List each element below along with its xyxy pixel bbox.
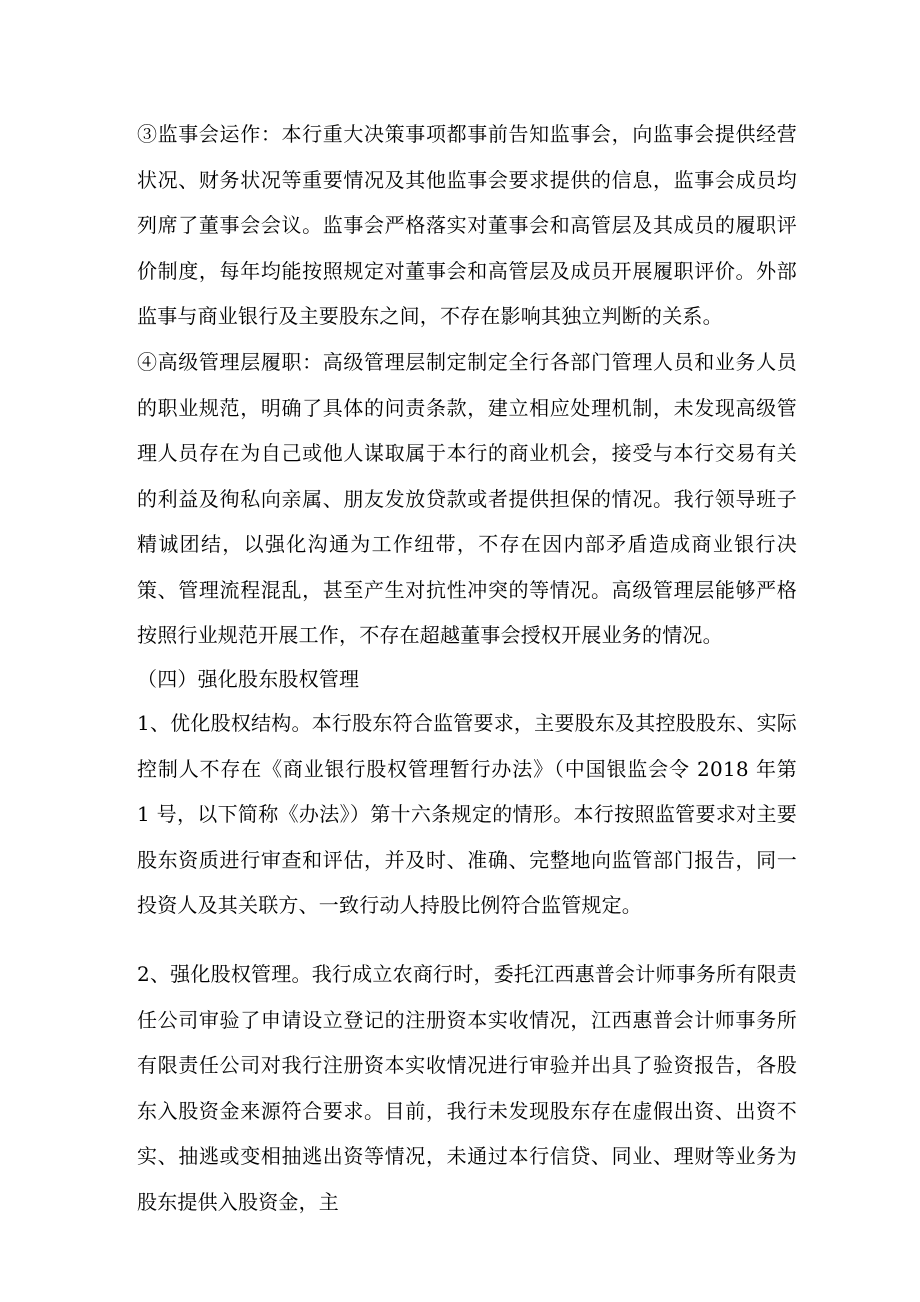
paragraph-senior-management: ④高级管理层履职：高级管理层制定制定全行各部门管理人员和业务人员的职业规范，明确了具体的问责条款，建立相应处理机制，未发现高级管理人员存在为自己或他人谋取属于本行的商业机会，接受与本行交易有关的利益及徇私向亲属、朋友发放贷款或者提供担保的情况。我行领导班子精诚团结，以强化沟通为工作纽带，不存在因内部矛盾造成商业银行决策、管理流程混乱，甚至产生对抗性冲突的等情况。高级管理层能够严格按照行业规范开展工作，不存在超越董事会授权开展业务的情况。 bbox=[137, 350, 797, 647]
paragraph-supervisory-board: ③监事会运作：本行重大决策事项都事前告知监事会，向监事会提供经营状况、财务状况等重要情况及其他监事会要求提供的信息，监事会成员均列席了董事会会议。监事会严格落实对董事会和高管层及其成员的履职评价制度，每年均能按照规定对董事会和高管层及成员开展履职评价。外部监事与商业银行及主要股东之间，不存在影响其独立判断的关系。 bbox=[137, 122, 797, 328]
section-heading: （四）强化股东股权管理 bbox=[137, 667, 360, 691]
paragraph-equity-structure: 1、优化股权结构。本行股东符合监管要求，主要股东及其控股股东、实际控制人不存在《商业银行股权管理暂行办法》（中国银监会令 2018 年第 1 号，以下简称《办法》）第十六条规定的情形。本行按照监管要求对主要股东资质进行审查和评估，并及时、准确、完整地向监管部门报告，同一投资人及其关联方、一致行动人持股比例符合监管规定。 bbox=[137, 711, 797, 917]
paragraph-equity-management: 2、强化股权管理。我行成立农商行时，委托江西惠普会计师事务所有限责任公司审验了申请设立登记的注册资本实收情况，江西惠普会计师事务所有限责任公司对我行注册资本实收情况进行审验并出具了验资报告，各股东入股资金来源符合要求。目前，我行未发现股东存在虚假出资、出资不实、抽逃或变相抽逃出资等情况，未通过本行信贷、同业、理财等业务为股东提供入股资金，主 bbox=[137, 962, 797, 1214]
